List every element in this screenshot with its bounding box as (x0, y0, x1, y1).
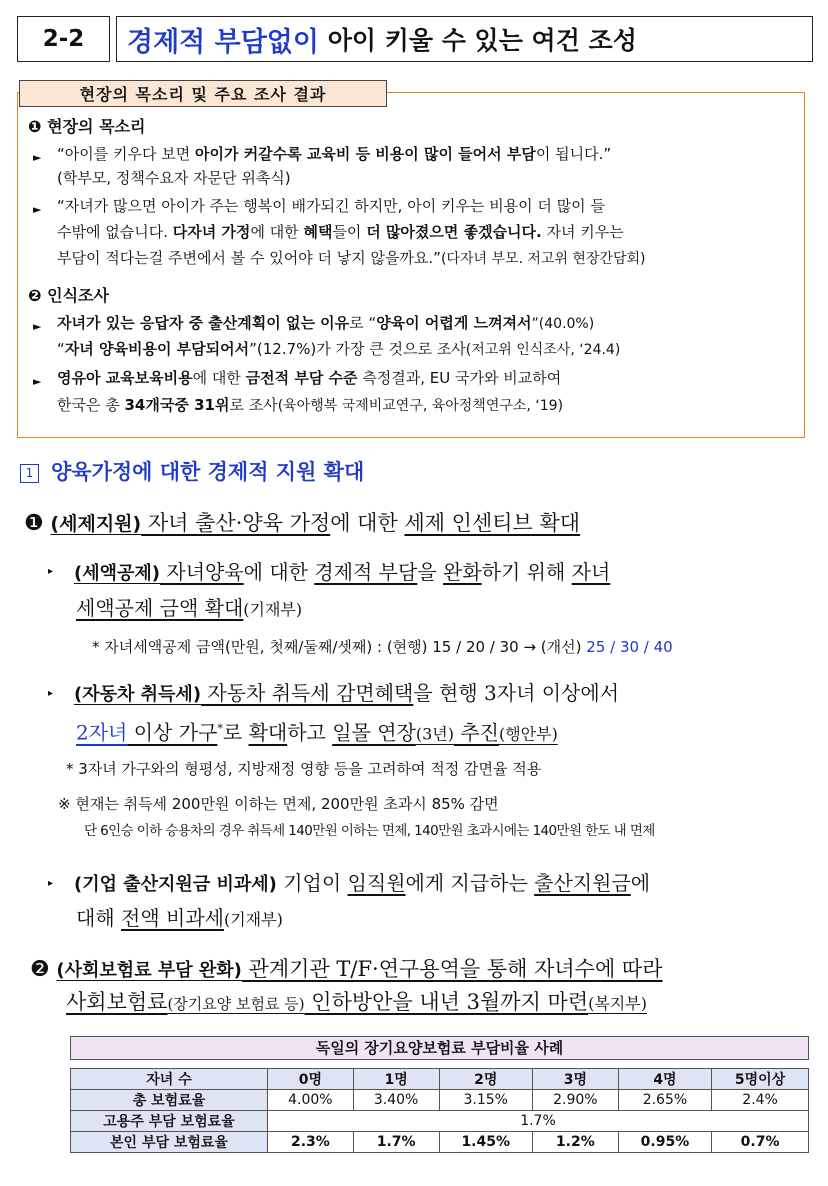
quote-2-line-1: “자녀가 많으면 아이가 주는 행복이 배가되긴 하지만, 아이 키우는 비용이 더 많이 들 (57, 197, 605, 215)
bullet-triangle-icon: ► (33, 203, 42, 216)
section-box-number: 1 (20, 464, 39, 483)
table-cell: 2.65% (618, 1090, 711, 1111)
table-title: 독일의 장기요양보험료 부담비율 사례 (70, 1036, 809, 1060)
quote-1-source: (학부모, 정책수요자 자문단 위촉식) (57, 169, 291, 187)
quote-2-line-3: 부담이 적다는걸 주변에서 볼 수 있어야 더 낳지 않을까요.”(다자녀 부모. 저고위 현장간담회) (57, 249, 646, 267)
table-row-header: 총 보험료율 (71, 1090, 268, 1111)
circled-number-1: ❶ (28, 117, 42, 136)
item-1-note-2: * 3자녀 가구와의 형평성, 지방재정 영향 등을 고려하여 적정 감면율 적용 (66, 760, 542, 778)
quote-2-line-2: 수밖에 없습니다. 다자녀 가정에 대한 혜택들이 더 많아졌으면 좋겠습니다. 자녀 키우는 (57, 223, 624, 241)
table-cell: 4.00% (268, 1090, 354, 1111)
voice-heading-1 (28, 114, 145, 137)
survey-1-line-1: 자녀가 있는 응답자 중 출산계획이 없는 이유로 “양육이 어렵게 느껴져서”(40.0%) (57, 314, 595, 332)
title-highlight: 경제적 부담없이 (127, 26, 319, 58)
table-cell: 2.3% (268, 1132, 354, 1153)
table-header-cell: 1명 (353, 1069, 439, 1090)
table-row (71, 1111, 809, 1132)
bullet-triangle-icon: ▸ (48, 688, 54, 699)
item-1-note-1: * 자녀세액공제 금액(만원, 첫째/둘째/셋째) : (현행) 15 / 20 / 30 → (개선) 25 / 30 / 40 (92, 638, 673, 656)
table-header-cell: 5명이상 (712, 1069, 809, 1090)
title-rest: 아이 키울 수 있는 여건 조성 (318, 26, 637, 55)
voice-heading-1-label: 현장의 목소리 (47, 117, 146, 136)
table-header-cell: 3명 (532, 1069, 618, 1090)
item-1-sub-1-line-2: 세액공제 금액 확대(기재부) (76, 596, 303, 620)
table-cell: 3.40% (353, 1090, 439, 1111)
insurance-rate-table (70, 1068, 809, 1153)
table-row (71, 1090, 809, 1111)
table-cell: 0.95% (618, 1132, 711, 1153)
bullet-triangle-icon: ► (33, 375, 42, 388)
survey-2-line-2: 한국은 총 34개국중 31위로 조사(육아행복 국제비교연구, 육아정책연구소, ‘19) (57, 396, 564, 414)
circled-number-2: ❷ (30, 957, 50, 982)
table-header-cell: 4명 (618, 1069, 711, 1090)
circled-number-2: ❷ (28, 286, 42, 305)
table-cell: 3.15% (439, 1090, 532, 1111)
table-cell: 1.7% (353, 1132, 439, 1153)
bullet-triangle-icon: ▸ (48, 878, 54, 889)
table-header-cell: 자녀 수 (71, 1069, 268, 1090)
table-row-header: 고용주 부담 보험료율 (71, 1111, 268, 1132)
table-header-cell: 2명 (439, 1069, 532, 1090)
section-1-title (20, 456, 364, 486)
section-number: 2-2 (17, 16, 110, 62)
item-1-sub-3-line-2: 대해 전액 비과세(기재부) (76, 906, 283, 930)
section-1-title-text: 양육가정에 대한 경제적 지원 확대 (51, 460, 365, 484)
item-1-sub-2-line-2: 2자녀 이상 가구*로 확대하고 일몰 연장(3년) 추진(행안부) (76, 720, 558, 745)
bullet-triangle-icon: ► (33, 151, 42, 164)
voice-heading-2-label: 인식조사 (47, 286, 109, 305)
item-1-sub-1-line-1: (세액공제) 자녀양육에 대한 경제적 부담을 완화하기 위해 자녀 (74, 560, 611, 584)
item-1-note-3-line-2: 단 6인승 이하 승용차의 경우 취득세 140만원 이하는 면제, 140만원 초과시에는 140만원 한도 내 면제 (84, 823, 655, 839)
page-title (116, 16, 813, 62)
table-cell: 1.2% (532, 1132, 618, 1153)
table-cell: 2.4% (712, 1090, 809, 1111)
table-row-header: 본인 부담 보험료율 (71, 1132, 268, 1153)
table-cell: 2.90% (532, 1090, 618, 1111)
item-2-heading-line-1: ❷ (사회보험료 부담 완화) 관계기관 T/F·연구용역을 통해 자녀수에 따라 (30, 957, 663, 982)
voice-heading-2 (28, 283, 109, 306)
survey-1-line-2: “자녀 양육비용이 부담되어서”(12.7%)가 가장 큰 것으로 조사(저고위 인식조사, ‘24.4) (57, 340, 621, 358)
bullet-triangle-icon: ▸ (48, 566, 54, 577)
table-header-cell: 0명 (268, 1069, 354, 1090)
survey-2-line-1: 영유아 교육보육비용에 대한 금전적 부담 수준 측정결과, EU 국가와 비교하여 (57, 369, 562, 387)
item-1-heading: ❶ (세제지원) 자녀 출산·양육 가정에 대한 세제 인센티브 확대 (24, 511, 581, 536)
table-header-row (71, 1069, 809, 1090)
table-cell: 1.7% (268, 1111, 809, 1132)
bullet-triangle-icon: ► (33, 320, 42, 333)
table-row (71, 1132, 809, 1153)
item-2-heading-line-2: 사회보험료(장기요양 보험료 등) 인하방안을 내년 3월까지 마련(복지부) (66, 990, 647, 1014)
voice-box-tab: 현장의 목소리 및 주요 조사 결과 (19, 80, 387, 107)
quote-1-line-1: “아이를 키우다 보면 아이가 커갈수록 교육비 등 비용이 많이 들어서 부담이 됩니다.” (57, 145, 612, 163)
item-1-sub-3-line-1: (기업 출산지원금 비과세) 기업이 임직원에게 지급하는 출산지원금에 (74, 871, 651, 895)
circled-number-1: ❶ (24, 511, 44, 536)
table-cell: 0.7% (712, 1132, 809, 1153)
table-cell: 1.45% (439, 1132, 532, 1153)
item-1-sub-2-line-1: (자동차 취득세) 자동차 취득세 감면혜택을 현행 3자녀 이상에서 (74, 681, 620, 705)
item-1-note-3-line-1: ※ 현재는 취득세 200만원 이하는 면제, 200만원 초과시 85% 감면 (58, 795, 499, 813)
